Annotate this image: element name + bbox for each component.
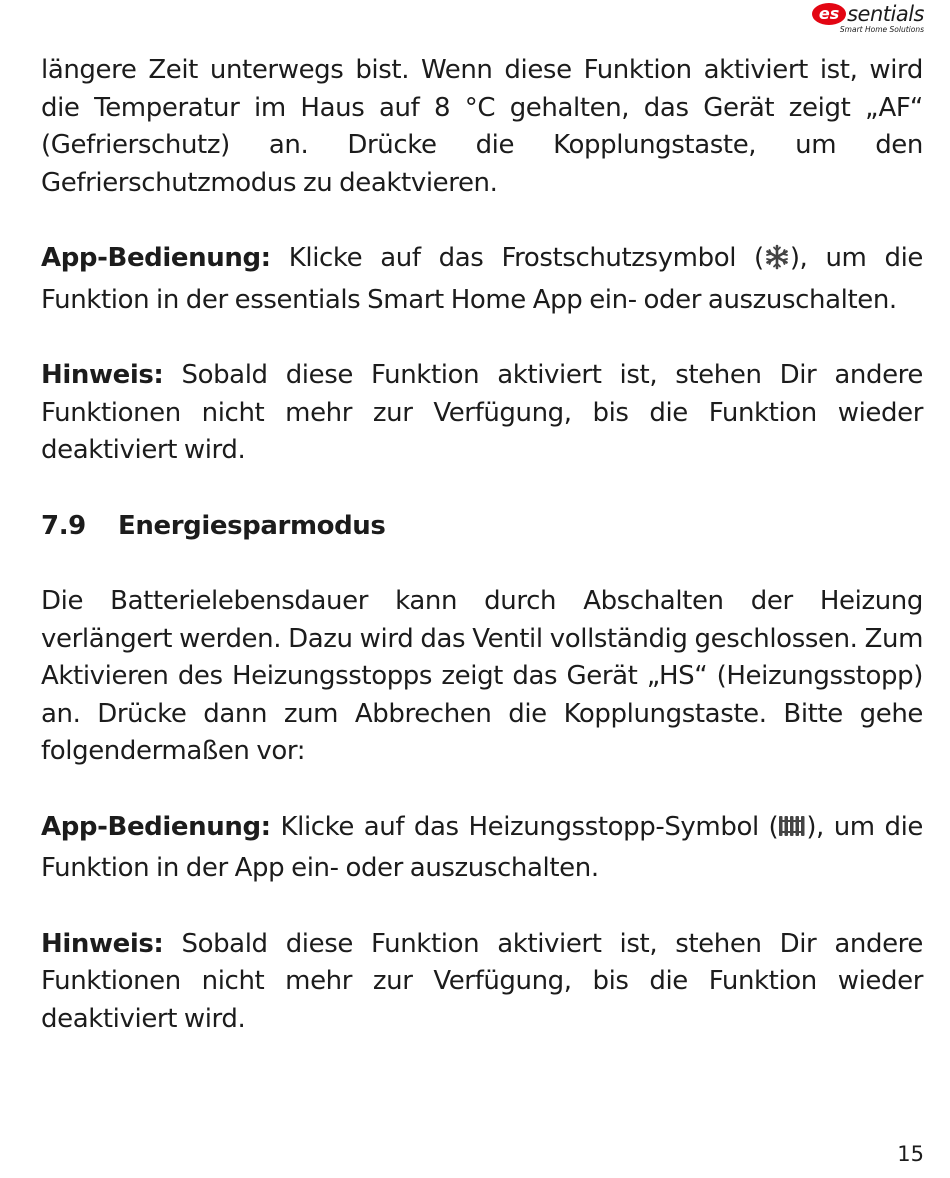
- section-heading: [41, 508, 923, 546]
- app-control-label: App-Bedienung:: [41, 811, 271, 842]
- app-control-text-before: Klicke auf das Frostschutzsymbol (: [270, 243, 764, 273]
- energy-saving-paragraph: Die Batterielebensdauer kann durch Abschalten der Heizung verlängert werden. Dazu wird das Ventil vollständig geschlossen. Zum Aktivieren des Heizungsstopps zeigt das Gerät „HS“ (Heizungsstopp) an. Drücke dann zum Abbrechen die Kopplungstaste. Bitte gehe folgendermaßen vor:: [41, 586, 923, 766]
- logo-badge: es: [812, 3, 846, 25]
- section-number: 7.9: [41, 510, 86, 541]
- logo-wordmark-rest: sentials: [847, 2, 924, 26]
- app-control-label: App-Bedienung:: [41, 243, 271, 273]
- snowflake-icon: [764, 244, 790, 282]
- app-control-text-after: ), um die Funktion in der essentials Smart Home App ein- oder auszuschalten.: [41, 243, 924, 315]
- intro-paragraph: längere Zeit unterwegs bist. Wenn diese Funktion aktiviert ist, wird die Temperatur im Haus auf 8 °C gehalten, das Gerät zeigt „AF“ (Gefrierschutz) an. Drücke die Kopplungstaste, um den Gefrierschutzmodus zu deaktvieren.: [41, 55, 923, 198]
- app-control-paragraph-heating-stop: [41, 809, 923, 888]
- app-control-text-before: Klicke auf das Heizungsstopp-Symbol (: [270, 811, 779, 842]
- app-control-text-after: ), um die Funktion in der App ein- oder auszuschalten.: [41, 811, 924, 883]
- page-content: [41, 52, 923, 1038]
- note-text: Sobald diese Funktion aktiviert ist, stehen Dir andere Funktionen nicht mehr zur Verfügung, bis die Funktion wieder deaktiviert wird.: [41, 928, 923, 1034]
- section-title: Energiesparmodus: [118, 510, 386, 541]
- essentials-logo: [794, 2, 924, 38]
- note-text: Sobald diese Funktion aktiviert ist, stehen Dir andere Funktionen nicht mehr zur Verfügung, bis die Funktion wieder deaktiviert wird.: [41, 360, 923, 465]
- note-label: Hinweis:: [41, 928, 164, 959]
- logo-tagline: Smart Home Solutions: [839, 25, 924, 34]
- page-number: 15: [897, 1142, 924, 1166]
- app-control-paragraph-frost: [41, 240, 923, 319]
- note-label: Hinweis:: [41, 360, 164, 390]
- note-paragraph-heating-stop: [41, 926, 923, 1039]
- logo-wordmark: [794, 2, 924, 26]
- note-paragraph-frost: [41, 357, 923, 470]
- radiator-icon: [778, 813, 806, 851]
